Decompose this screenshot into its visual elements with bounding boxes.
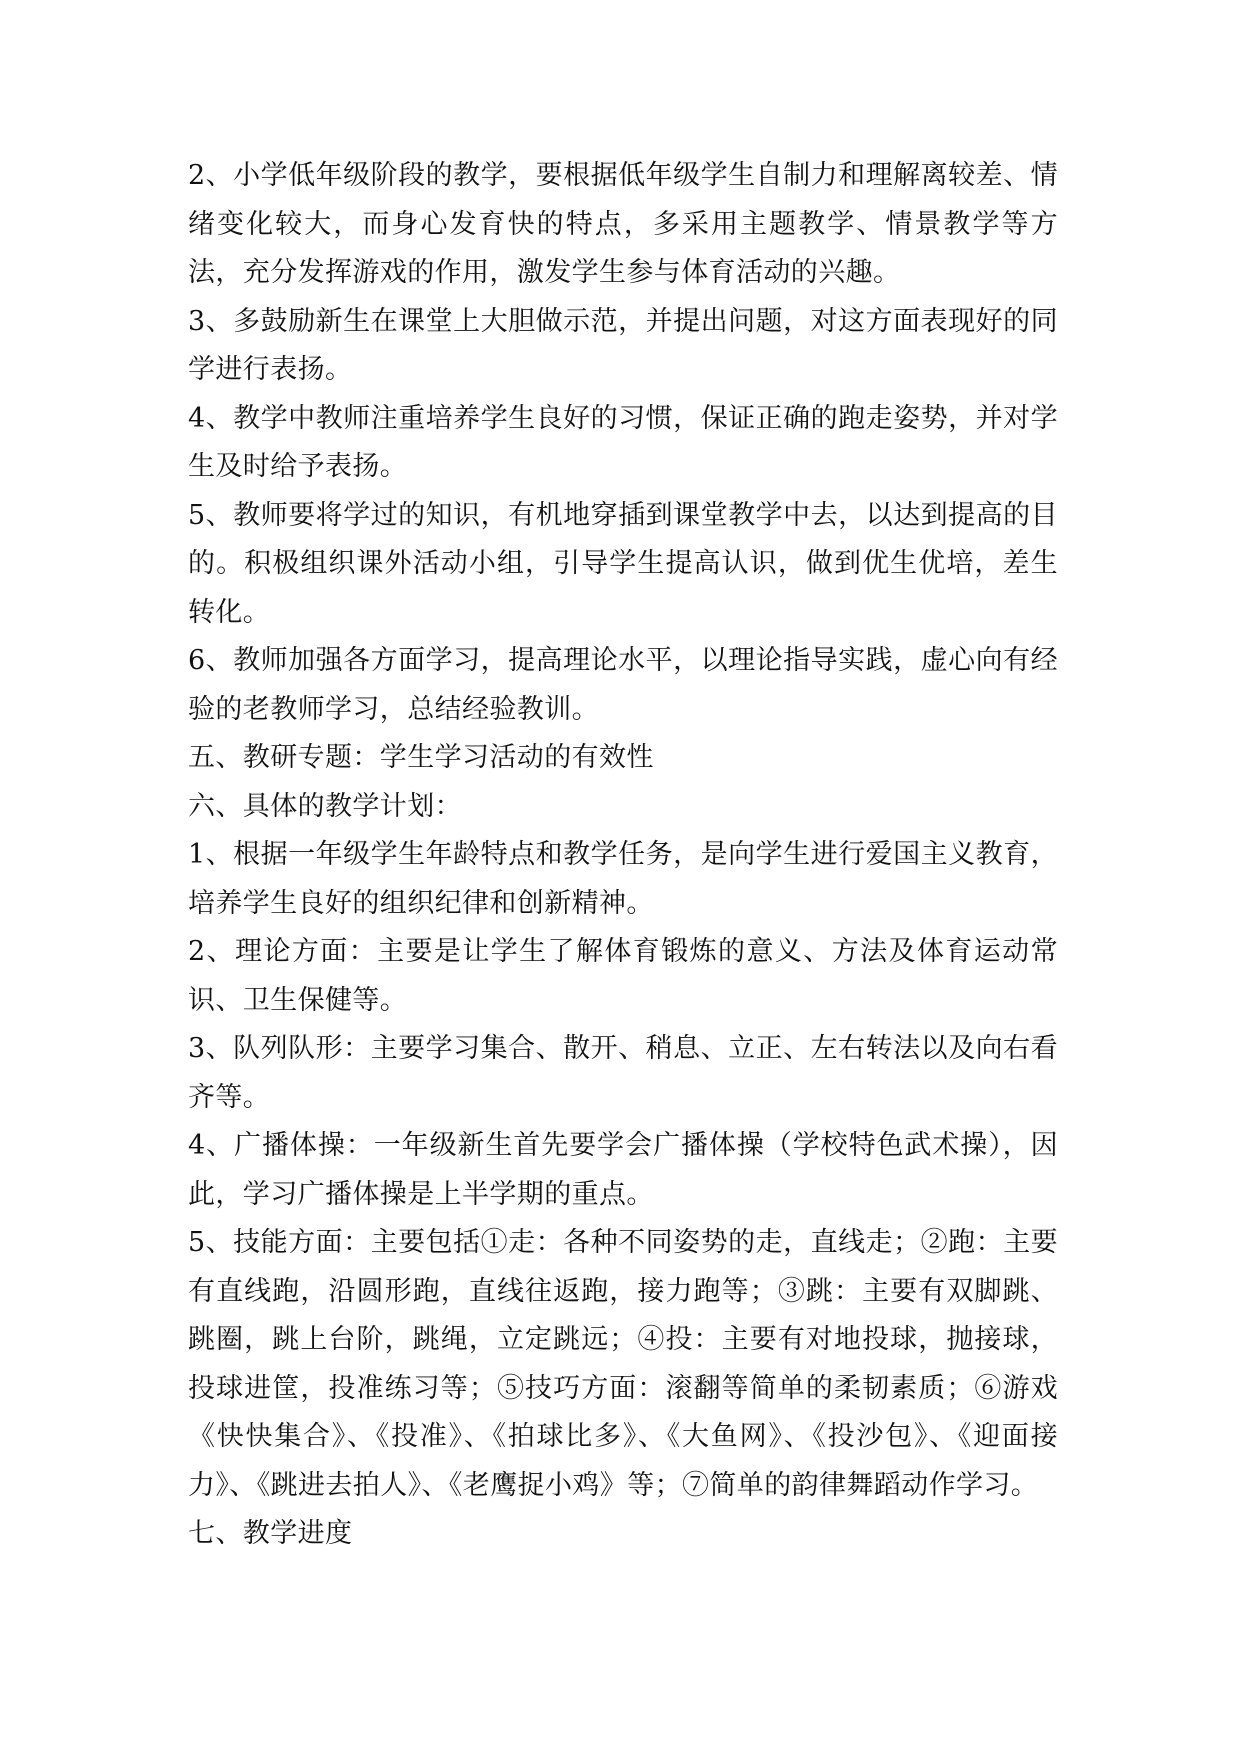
plan-item-3-formation: 3、队列队形：主要学习集合、散开、稍息、立正、左右转法以及向右看齐等。	[188, 1033, 1058, 1113]
section-heading-teaching-progress: 七、教学进度	[188, 1518, 353, 1549]
plan-item-1-patriotism: 1、根据一年级学生年龄特点和教学任务，是向学生进行爱国主义教育，培养学生良好的组织纪律和创新精神。	[188, 839, 1058, 919]
paragraph-item-3-encourage-demonstration: 3、多鼓励新生在课堂上大胆做示范，并提出问题，对这方面表现好的同学进行表扬。	[188, 305, 1058, 385]
plan-item-2-theory: 2、理论方面：主要是让学生了解体育锻炼的意义、方法及体育运动常识、卫生保健等。	[188, 936, 1058, 1016]
paragraph-item-2-low-grade-teaching: 2、小学低年级阶段的教学，要根据低年级学生自制力和理解离较差、情绪变化较大，而身心发育快的特点，多采用主题教学、情景教学等方法，充分发挥游戏的作用，激发学生参与体育活动的兴趣。	[188, 160, 1058, 288]
section-heading-research-topic: 五、教研专题：学生学习活动的有效性	[188, 742, 654, 773]
document-body	[188, 152, 1058, 1559]
paragraph-item-5-knowledge-integration: 5、教师要将学过的知识，有机地穿插到课堂教学中去，以达到提高的目的。积极组织课外活动小组，引导学生提高认识，做到优生优培，差生转化。	[188, 499, 1058, 628]
plan-item-4-broadcast-exercise: 4、广播体操：一年级新生首先要学会广播体操（学校特色武术操），因此，学习广播体操是上半学期的重点。	[188, 1130, 1058, 1210]
paragraph-item-4-good-habits: 4、教学中教师注重培养学生良好的习惯，保证正确的跑走姿势，并对学生及时给予表扬。	[188, 402, 1058, 482]
section-heading-teaching-plan: 六、具体的教学计划：	[188, 790, 462, 822]
plan-item-5-skills: 5、技能方面：主要包括①走：各种不同姿势的走，直线走；②跑：主要有直线跑，沿圆形跑，直线往返跑，接力跑等；③跳：主要有双脚跳、跳圈，跳上台阶，跳绳，立定跳远；④投：主要有对地投球，抛接球，投球进筐，投准练习等；⑤技巧方面：滚翻等简单的柔韧素质；⑥游戏《快快集合》、《投准》、《拍球比多》、《大鱼网》、《投沙包》、《迎面接力》、《跳进去拍人》、《老鹰捉小鸡》等；⑦简单的韵律舞蹈动作学习。	[188, 1227, 1058, 1501]
paragraph-item-6-teacher-study: 6、教师加强各方面学习，提高理论水平，以理论指导实践，虚心向有经验的老教师学习，总结经验教训。	[188, 645, 1058, 725]
